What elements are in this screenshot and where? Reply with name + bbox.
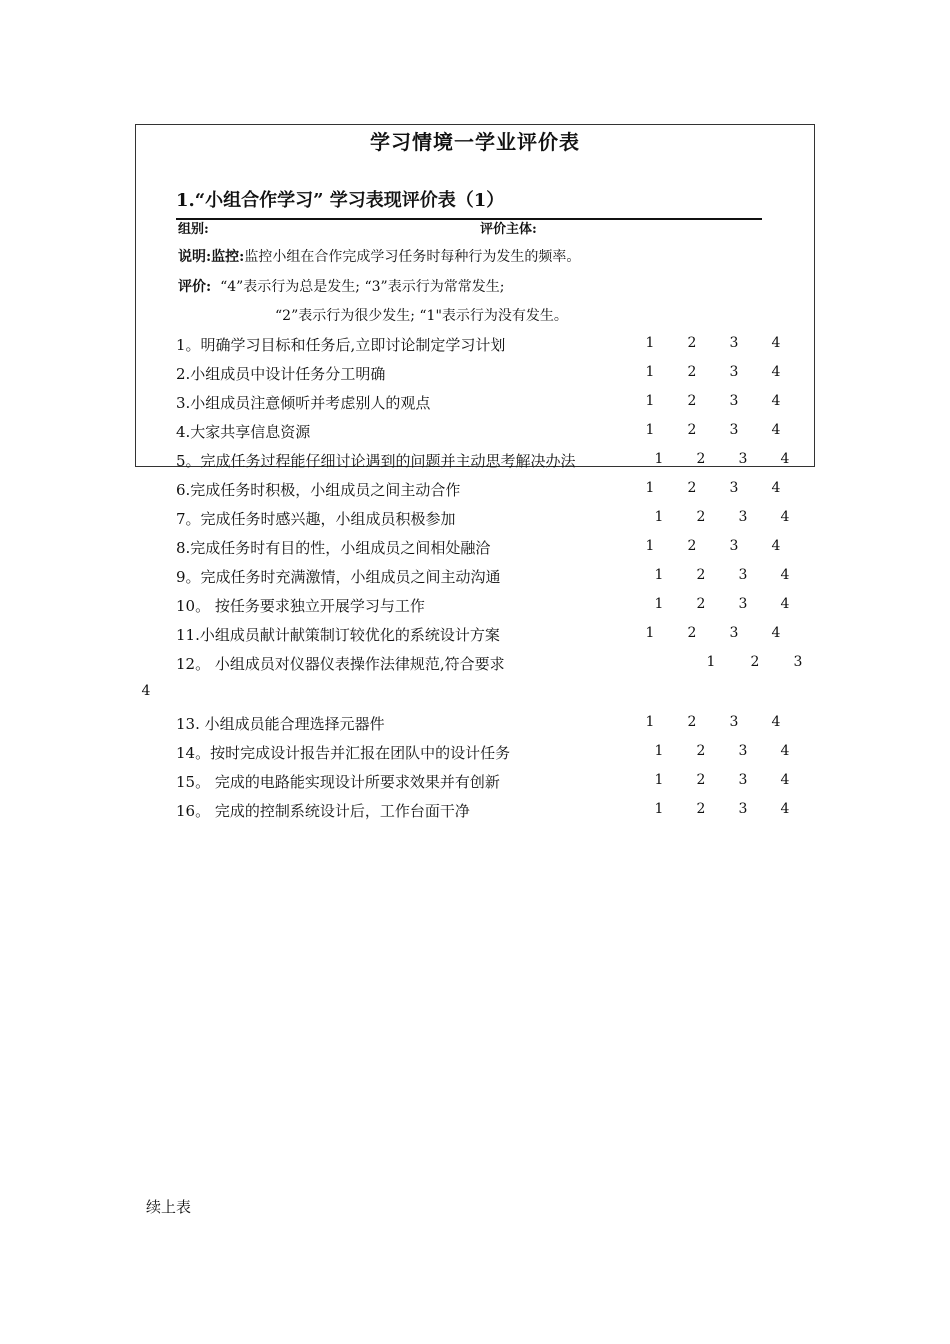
rating-line-1	[178, 276, 504, 296]
item-text: 3.小组成员注意倾听并考虑别人的观点	[176, 394, 431, 412]
rating-scale-value: 1	[654, 451, 664, 467]
rating-scale-value: 4	[771, 335, 781, 351]
rating-scale-value: 4	[771, 480, 781, 496]
rating-scale-value: 1	[645, 364, 655, 380]
rating-scale-value: 4	[780, 772, 790, 788]
rating-scale-value: 1	[654, 567, 664, 583]
rating-scale-value: 2	[696, 596, 706, 612]
rating-scale-value: 3	[738, 772, 748, 788]
rating-scale-value: 4	[780, 451, 790, 467]
rating-scale-value: 2	[696, 451, 706, 467]
rating-scale-value: 3	[738, 743, 748, 759]
rating-scale-value: 2	[687, 714, 697, 730]
rating-scale-value: 2	[687, 538, 697, 554]
item-text: 1。明确学习目标和任务后,立即讨论制定学习计划	[176, 336, 506, 354]
rating-scale-value: 3	[729, 538, 739, 554]
item-text: 13. 小组成员能合理选择元器件	[176, 715, 385, 733]
rating-scale-value: 2	[687, 480, 697, 496]
rating-scale-value: 2	[696, 772, 706, 788]
rating-scale-value: 2	[687, 625, 697, 641]
rating-scale-value: 2	[687, 364, 697, 380]
item-text: 11.小组成员献计献策制订较优化的系统设计方案	[176, 626, 500, 644]
rating-scale-value: 3	[729, 335, 739, 351]
monitor-label: 监控:	[211, 249, 245, 265]
rating-scale-value: 3	[738, 509, 748, 525]
rating-scale-value: 1	[654, 509, 664, 525]
rating-scale-value: 3	[729, 480, 739, 496]
rating-scale-value: 3	[738, 801, 748, 817]
item-text: 7。完成任务时感兴趣，小组成员积极参加	[176, 510, 456, 528]
rating-scale-value: 1	[706, 654, 716, 670]
rating-scale-value: 4	[780, 743, 790, 759]
rating-text-2: “2”表示行为很少发生; “1"表示行为没有发生。	[275, 308, 568, 324]
item-text: 9。完成任务时充满激情，小组成员之间主动沟通	[176, 568, 501, 586]
rating-label: 评价:	[178, 279, 212, 295]
item-text: 14。按时完成设计报告并汇报在团队中的设计任务	[176, 744, 511, 762]
page-title: 学习情境一学业评价表	[370, 130, 580, 154]
rating-scale-value: 3	[729, 625, 739, 641]
rating-scale-value: 2	[696, 801, 706, 817]
rating-scale-value: 1	[654, 801, 664, 817]
rating-scale-value: 2	[687, 335, 697, 351]
rating-scale-value: 3	[793, 654, 803, 670]
item-text: 8.完成任务时有目的性，小组成员之间相处融洽	[176, 539, 491, 557]
continued-label: 续上表	[146, 1198, 192, 1216]
rating-scale-value: 4	[780, 801, 790, 817]
header-rule	[176, 218, 762, 220]
rating-scale-value: 2	[696, 567, 706, 583]
rating-scale-value: 1	[645, 422, 655, 438]
rating-scale-value: 4	[771, 538, 781, 554]
item-text: 2.小组成员中设计任务分工明确	[176, 365, 386, 383]
evaluator-label: 评价主体:	[480, 222, 537, 237]
rating-scale-value: 3	[738, 451, 748, 467]
rating-scale-value: 3	[738, 567, 748, 583]
rating-scale-value: 4	[780, 509, 790, 525]
rating-scale-value: 2	[687, 393, 697, 409]
rating-scale-value: 4	[780, 596, 790, 612]
note-line	[178, 246, 580, 266]
item-text: 5。完成任务过程能仔细讨论遇到的问题并主动思考解决办法	[176, 452, 576, 470]
rating-scale-value: 1	[654, 743, 664, 759]
rating-scale-value: 2	[696, 743, 706, 759]
rating-scale-value: 2	[687, 422, 697, 438]
item-text: 10。 按任务要求独立开展学习与工作	[176, 597, 425, 615]
rating-scale-value: 1	[645, 480, 655, 496]
rating-scale-value: 1	[645, 393, 655, 409]
rating-scale-value: 3	[729, 364, 739, 380]
rating-scale-value: 3	[729, 422, 739, 438]
rating-scale-value: 3	[738, 596, 748, 612]
rating-scale-value: 4	[771, 625, 781, 641]
item-text: 15。 完成的电路能实现设计所要求效果并有创新	[176, 773, 500, 791]
rating-scale-value: 2	[696, 509, 706, 525]
rating-scale-value: 4	[771, 422, 781, 438]
rating-text-1: “4”表示行为总是发生; “3”表示行为常常发生;	[220, 279, 505, 295]
rating-scale-value: 1	[654, 596, 664, 612]
rating-scale-value: 1	[654, 772, 664, 788]
item-text: 4.大家共享信息资源	[176, 423, 311, 441]
rating-scale-value: 3	[729, 393, 739, 409]
group-label: 组别:	[178, 222, 209, 237]
rating-scale-value: 1	[645, 538, 655, 554]
rating-scale-value: 1	[645, 625, 655, 641]
rating-scale-value: 3	[729, 714, 739, 730]
section-title: 1.“小组合作学习” 学习表现评价表（1）	[176, 190, 505, 211]
rating-scale-value: 1	[645, 335, 655, 351]
rating-scale-value: 4	[771, 393, 781, 409]
item-text: 16。 完成的控制系统设计后，工作台面干净	[176, 802, 470, 820]
item-text: 12。 小组成员对仪器仪表操作法律规范,符合要求	[176, 655, 505, 673]
rating-scale-value: 4	[771, 714, 781, 730]
rating-scale-value: 4	[780, 567, 790, 583]
item-text: 6.完成任务时积极，小组成员之间主动合作	[176, 481, 461, 499]
rating-scale-value: 1	[645, 714, 655, 730]
note-text: 监控小组在合作完成学习任务时每种行为发生的频率。	[244, 249, 581, 265]
rating-scale-value: 4	[771, 364, 781, 380]
rating-scale-value: 2	[750, 654, 760, 670]
note-label: 说明:	[178, 249, 212, 265]
rating-scale-value: 4	[141, 683, 151, 699]
